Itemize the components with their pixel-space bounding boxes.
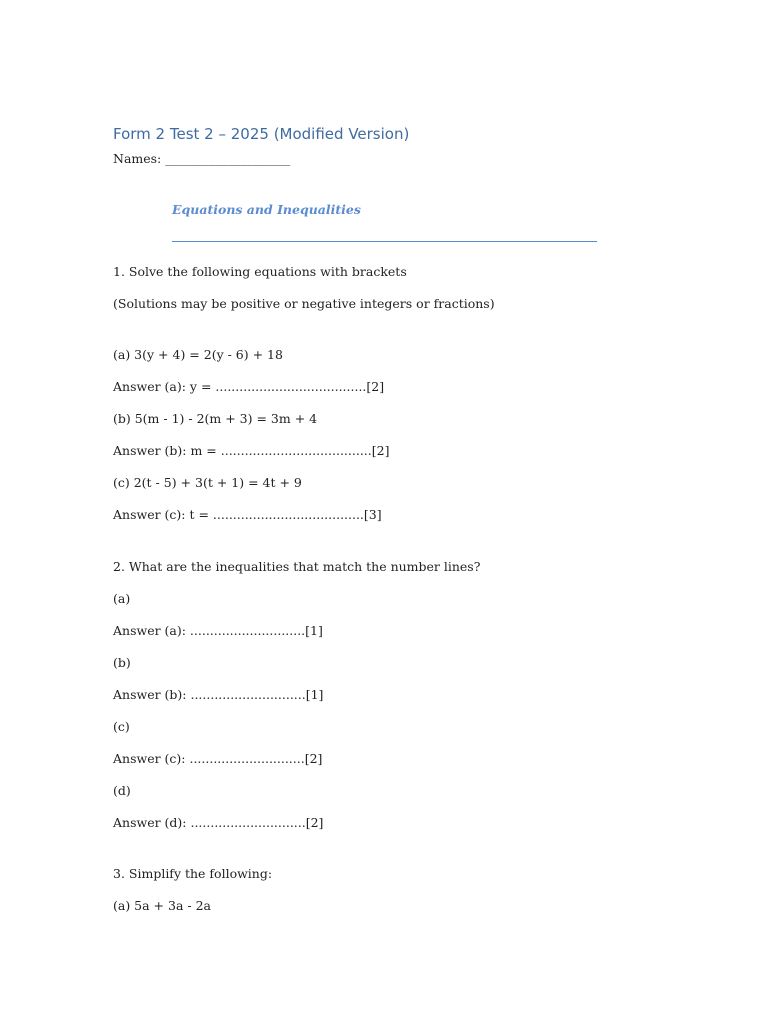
q2d-answer-line: Answer (d): .............................[2] — [113, 815, 324, 830]
q2c-answer-line: Answer (c): .............................[2] — [113, 751, 323, 766]
q1b-question: (b) 5(m - 1) - 2(m + 3) = 3m + 4 — [113, 411, 318, 426]
q2a-label: (a) — [113, 591, 131, 606]
q1b-answer-line: Answer (b): m = ......................................[2] — [113, 443, 390, 458]
q3-prompt: 3. Simplify the following: — [113, 866, 273, 881]
document-title: Form 2 Test 2 – 2025 (Modified Version) — [113, 125, 410, 143]
q2b-label: (b) — [113, 655, 131, 670]
q1-note: (Solutions may be positive or negative integers or fractions) — [113, 296, 495, 311]
q2-prompt: 2. What are the inequalities that match the number lines? — [113, 559, 481, 574]
q2b-answer-line: Answer (b): .............................[1] — [113, 687, 324, 702]
section-divider — [172, 241, 597, 242]
q1c-question: (c) 2(t - 5) + 3(t + 1) = 4t + 9 — [113, 475, 302, 490]
q2c-label: (c) — [113, 719, 130, 734]
q1a-answer-line: Answer (a): y = ......................................[2] — [113, 379, 385, 394]
q2d-label: (d) — [113, 783, 131, 798]
section-title: Equations and Inequalities — [172, 202, 361, 217]
names-line: Names: ____________________ — [113, 151, 291, 166]
q3a-question: (a) 5a + 3a - 2a — [113, 898, 211, 913]
q1c-answer-line: Answer (c): t = ......................................[3] — [113, 507, 382, 522]
q2a-answer-line: Answer (a): .............................[1] — [113, 623, 323, 638]
q1a-question: (a) 3(y + 4) = 2(y - 6) + 18 — [113, 347, 283, 362]
q1-prompt: 1. Solve the following equations with brackets — [113, 264, 407, 279]
